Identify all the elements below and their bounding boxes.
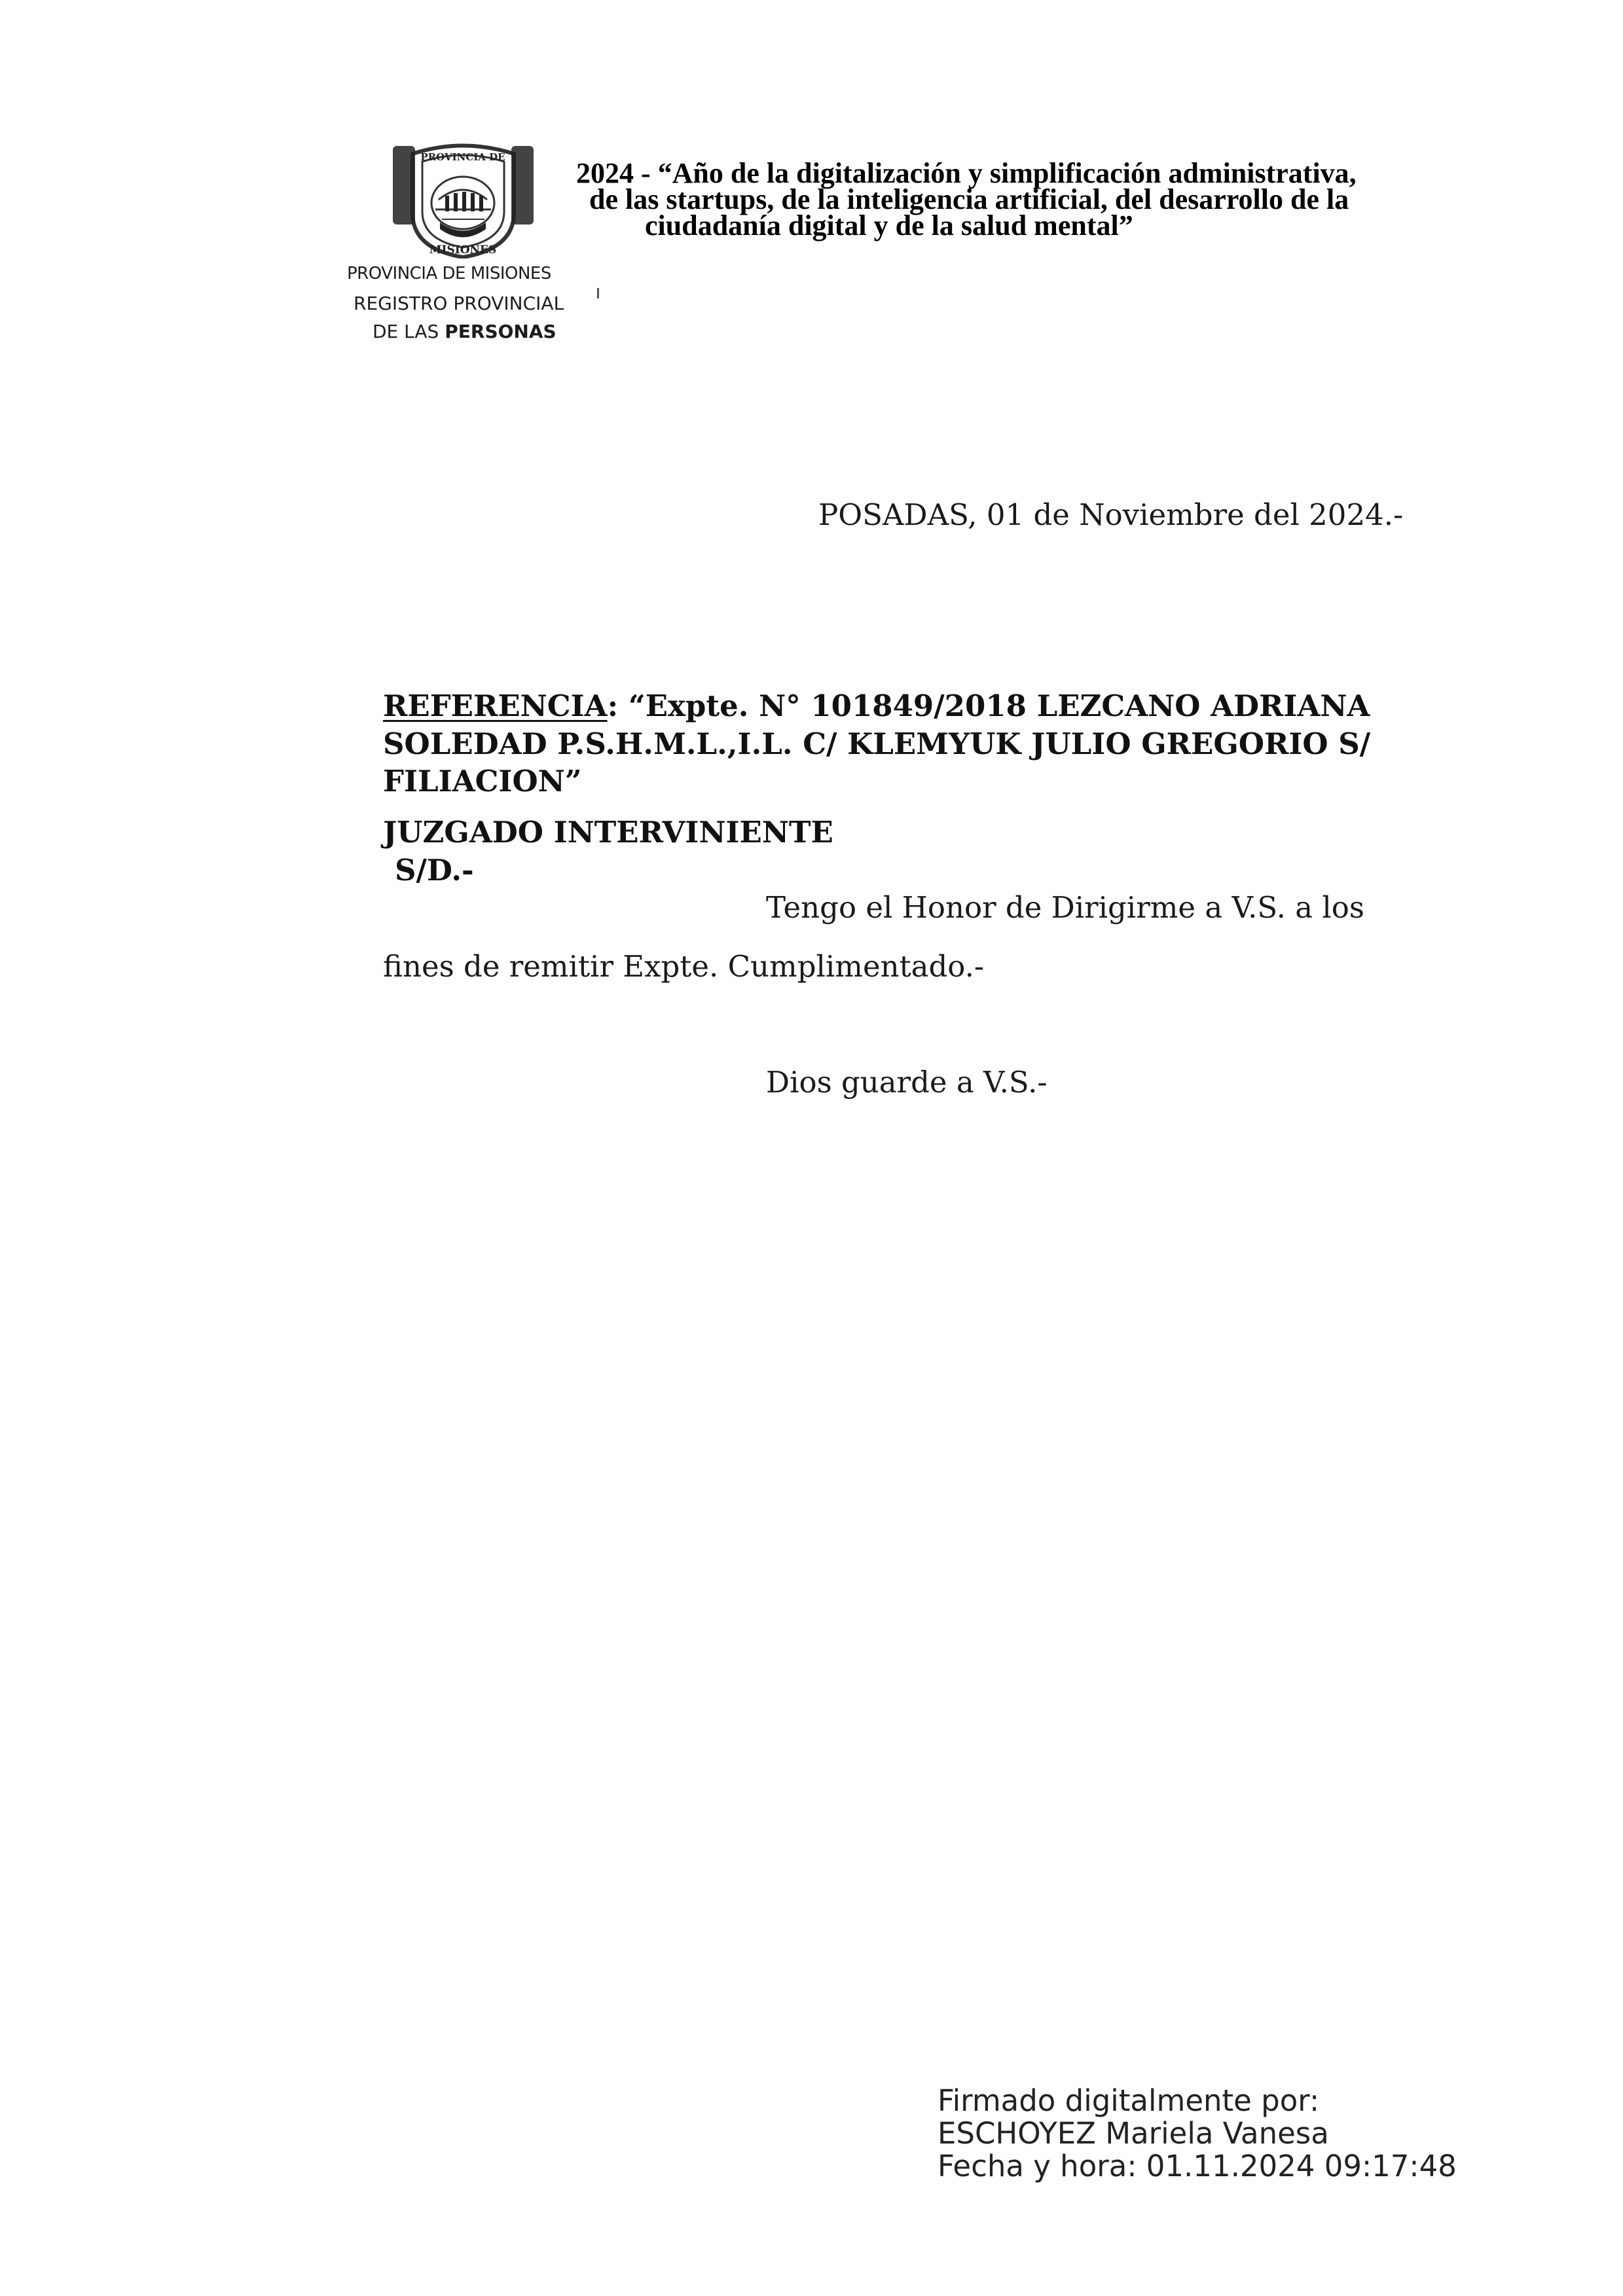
institution-registry: REGISTRO PROVINCIAL (354, 293, 564, 314)
motto-line-1: 2024 - “Año de la digitalización y simplificación administrativa, (576, 157, 1357, 189)
body-paragraph-line-2: fines de remitir Expte. Cumplimentado.- (383, 949, 985, 984)
svg-text:MISIONES: MISIONES (429, 243, 497, 257)
reference-line-1 (383, 689, 1370, 723)
signature-datetime: Fecha y hora: 01.11.2024 09:17:48 (938, 2149, 1457, 2183)
institution-people-bold: PERSONAS (445, 321, 556, 342)
reference-label: REFERENCIA (383, 689, 608, 723)
provincial-seal-logo (393, 141, 534, 259)
addressee-court: JUZGADO INTERVINIENTE (383, 815, 833, 850)
reference-line-3: FILIACION” (383, 764, 582, 798)
institution-province: PROVINCIA DE MISIONES (347, 264, 551, 283)
institution-people-prefix: DE LAS (373, 321, 439, 342)
motto-line-3: ciudadanía digital y de la salud mental” (645, 209, 1133, 242)
signature-line-1: Firmado digitalmente por: (938, 2083, 1320, 2118)
body-paragraph-line-1: Tengo el Honor de Dirigirme a V.S. a los (766, 890, 1364, 925)
reference-line-2: SOLEDAD P.S.H.M.L.,I.L. C/ KLEMYUK JULIO GREGORIO S/ (383, 726, 1371, 761)
date-line: POSADAS, 01 de Noviembre del 2024.- (818, 497, 1404, 532)
closing-line: Dios guarde a V.S.- (766, 1065, 1048, 1100)
institution-people (373, 321, 556, 342)
header-mark (597, 288, 599, 298)
signature-signer-name: ESCHOYEZ Mariela Vanesa (938, 2116, 1329, 2151)
motto-line-2: de las startups, de la inteligencia artificial, del desarrollo de la (589, 183, 1349, 215)
reference-case-start: : “Expte. N° 101849/2018 LEZCANO ADRIANA (607, 689, 1370, 723)
addressee-sd: S/D.- (395, 853, 474, 888)
svg-text:PROVINCIA DE: PROVINCIA DE (420, 151, 505, 163)
